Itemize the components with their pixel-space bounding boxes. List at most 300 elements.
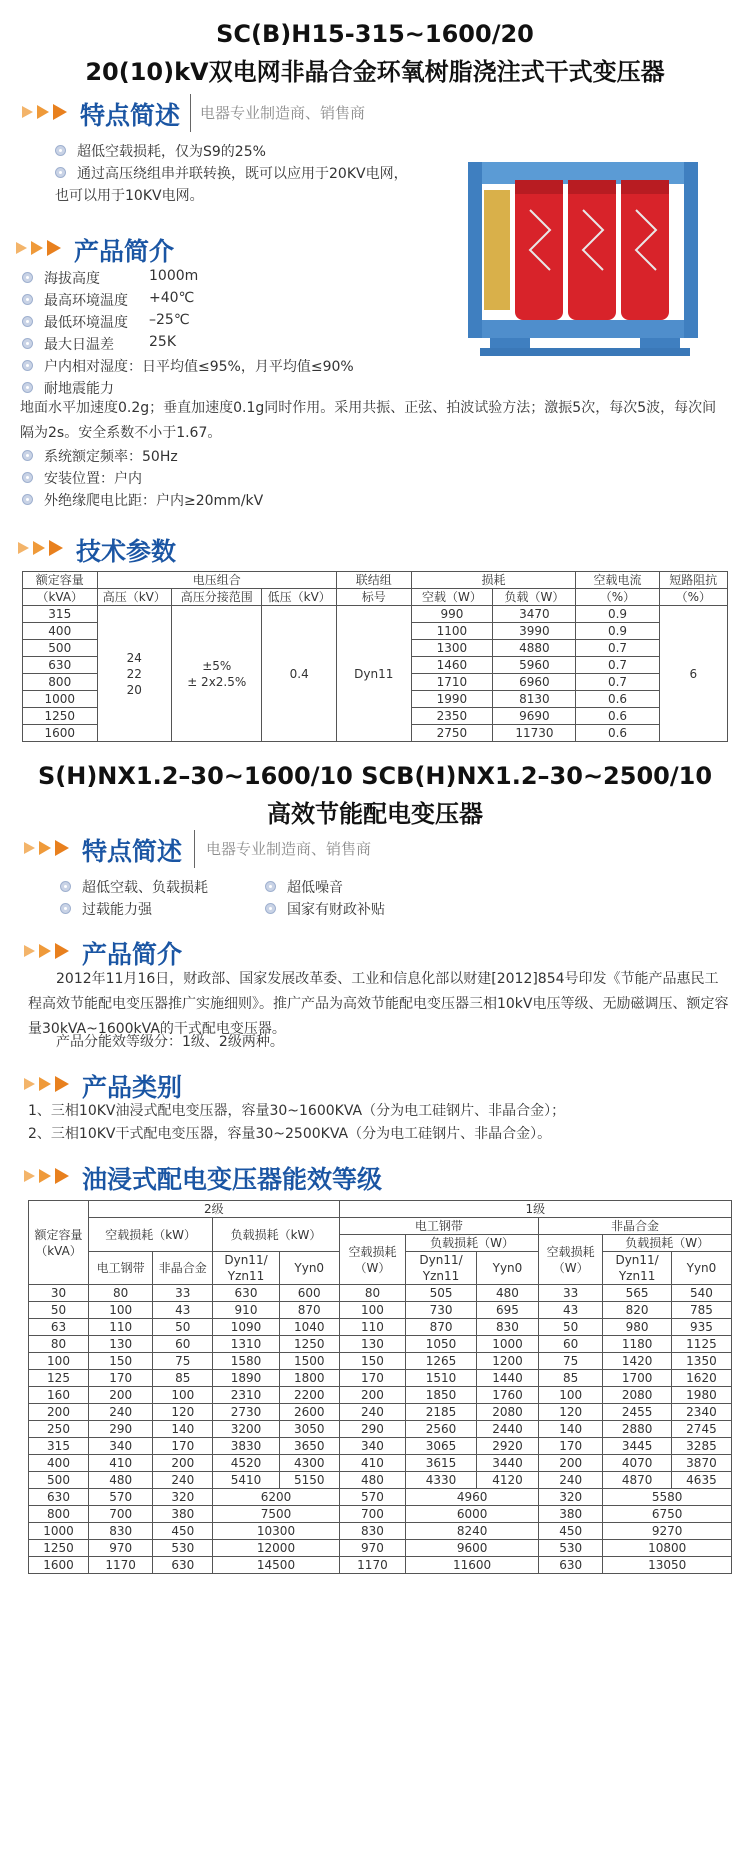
table-cell: 4960 [406, 1489, 539, 1506]
table-cell: 320 [153, 1489, 213, 1506]
th-group2: 标号 [337, 589, 412, 606]
table-cell: 1250 [23, 708, 98, 725]
table-cell: 700 [89, 1506, 153, 1523]
table-cell: 970 [339, 1540, 405, 1557]
table-cell: 1000 [29, 1523, 89, 1540]
th-load-kw: 负载损耗（kW） [213, 1218, 339, 1252]
table-cell: 200 [339, 1387, 405, 1404]
table-cell: 4070 [603, 1455, 672, 1472]
table-cell: 5150 [279, 1472, 339, 1489]
table-cell: 1050 [406, 1336, 477, 1353]
product-model-title-2: S(H)NX1.2–30~1600/10 SCB(H)NX1.2–30~2500/10 [37, 762, 713, 790]
orange-arrows-icon [22, 102, 74, 122]
th-capacity-unit: （kVA） [23, 589, 98, 606]
table-cell: 9600 [406, 1540, 539, 1557]
table-cell: 1800 [279, 1370, 339, 1387]
table-cell: 0.7 [576, 657, 659, 674]
table-cell: 3440 [476, 1455, 538, 1472]
table-cell: 0.9 [576, 623, 659, 640]
table-cell: 3065 [406, 1438, 477, 1455]
orange-arrows-icon [24, 1166, 76, 1186]
table-cell: 3990 [493, 623, 576, 640]
table-cell: 1000 [23, 691, 98, 708]
th-yyn: Yyn0 [279, 1252, 339, 1285]
table-cell: 2080 [603, 1387, 672, 1404]
table-cell: 695 [476, 1302, 538, 1319]
table-cell: 100 [29, 1353, 89, 1370]
bullet-icon [22, 316, 33, 327]
table-cell: 800 [29, 1506, 89, 1523]
intro-paragraph: 2012年11月16日，财政部、国家发展改革委、工业和信息化部以财建[2012]854号印发《节能产品惠民工程高效节能配电变压器推广实施细则》。推广产品为高效节能配电变压器三相10kV电压等级、无励磁调压、额定容量30kVA~1600kVA的干式配电变压器。 [28, 971, 729, 1037]
table-cell: 125 [29, 1370, 89, 1387]
table-cell: 1620 [671, 1370, 731, 1387]
table-cell: 785 [671, 1302, 731, 1319]
th-yyn: Yyn0 [671, 1252, 731, 1285]
table-cell: 700 [339, 1506, 405, 1523]
table-cell: 8130 [493, 691, 576, 708]
table-cell: 4870 [603, 1472, 672, 1489]
table-cell: 1170 [89, 1557, 153, 1574]
table-cell: 870 [279, 1302, 339, 1319]
table-cell: 120 [539, 1404, 603, 1421]
table-cell: 0.6 [576, 725, 659, 742]
table-cell: 730 [406, 1302, 477, 1319]
section-efficiency-header [24, 1160, 524, 1194]
table-cell: 150 [339, 1353, 405, 1370]
th-current-unit: （%） [576, 589, 659, 606]
section-subtitle: 电器专业制造商、销售商 [200, 104, 366, 122]
table-cell: 80 [29, 1336, 89, 1353]
table-cell: 500 [29, 1472, 89, 1489]
table-cell: 8240 [406, 1523, 539, 1540]
orange-arrows-icon [16, 238, 68, 258]
th-noload: 空载（W） [411, 589, 493, 606]
bullet-icon [22, 360, 33, 371]
table-cell: 1420 [603, 1353, 672, 1370]
th-amorph: 非晶合金 [153, 1252, 213, 1285]
table-cell: 2440 [476, 1421, 538, 1438]
bullet-icon [22, 494, 33, 505]
category-item: 1、三相10KV油浸式配电变压器，容量30~1600KVA（分为电工硅钢片、非晶合金）； [28, 1103, 566, 1119]
table-cell: 0.7 [576, 674, 659, 691]
table-cell: 170 [339, 1370, 405, 1387]
table-cell: 50 [153, 1319, 213, 1336]
intro-paragraph-2: 产品分能效等级分：1级、2级两种。 [56, 1034, 284, 1050]
table-cell: 1265 [406, 1353, 477, 1370]
table-cell: 480 [89, 1472, 153, 1489]
table-cell: 2745 [671, 1421, 731, 1438]
table-cell: 830 [476, 1319, 538, 1336]
th-dyn: Dyn11/ Yzn11 [603, 1252, 672, 1285]
th-dyn: Dyn11/ Yzn11 [213, 1252, 279, 1285]
table-cell: 910 [213, 1302, 279, 1319]
lv-cell: 0.4 [262, 606, 337, 742]
table-row [29, 1285, 732, 1302]
table-cell: 11600 [406, 1557, 539, 1574]
table-cell: 75 [153, 1353, 213, 1370]
table-cell: 1500 [279, 1353, 339, 1370]
section-intro-header [24, 935, 324, 969]
table-cell: 540 [671, 1285, 731, 1302]
th-steel: 电工钢带 [89, 1252, 153, 1285]
section-title: 产品类别 [82, 1073, 183, 1102]
th-noload-w: 空载损耗 （W） [339, 1235, 405, 1285]
category-item: 2、三相10KV干式配电变压器，容量30~2500KVA（分为电工硅钢片、非晶合金）。 [28, 1126, 552, 1142]
table-cell: 1760 [476, 1387, 538, 1404]
th-level1: 1级 [339, 1201, 731, 1218]
table-cell: 13050 [603, 1557, 732, 1574]
section-tech-header [18, 532, 318, 566]
product-subtitle: 20(10)kV双电网非晶合金环氧树脂浇注式干式变压器 [85, 58, 665, 86]
table-cell: 50 [29, 1302, 89, 1319]
table-cell: 1850 [406, 1387, 477, 1404]
table-cell: 1890 [213, 1370, 279, 1387]
table-cell: 450 [153, 1523, 213, 1540]
table-cell: 480 [476, 1285, 538, 1302]
table-row [29, 1472, 732, 1489]
table-cell: 570 [89, 1489, 153, 1506]
table-cell: 5960 [493, 657, 576, 674]
table-cell: 400 [29, 1455, 89, 1472]
table-cell: 170 [153, 1438, 213, 1455]
table-cell: 410 [339, 1455, 405, 1472]
table-cell: 240 [539, 1472, 603, 1489]
orange-arrows-icon [24, 838, 76, 858]
table-cell: 1100 [411, 623, 493, 640]
bullet-icon [22, 472, 33, 483]
table-cell: 315 [29, 1438, 89, 1455]
table-cell: 530 [153, 1540, 213, 1557]
table-cell: 820 [603, 1302, 672, 1319]
tech-params-table [22, 571, 728, 742]
table-cell: 6960 [493, 674, 576, 691]
table-cell: 505 [406, 1285, 477, 1302]
table-cell: 380 [153, 1506, 213, 1523]
table-cell: 450 [539, 1523, 603, 1540]
table-cell: 3285 [671, 1438, 731, 1455]
table-cell: 200 [153, 1455, 213, 1472]
table-cell: 11730 [493, 725, 576, 742]
table-row [29, 1489, 732, 1506]
th-capacity: 额定容量 [23, 572, 98, 589]
table-row [29, 1404, 732, 1421]
bullet-icon [22, 382, 33, 393]
section-subtitle: 电器专业制造商、销售商 [206, 840, 372, 858]
group-cell: Dyn11 [337, 606, 412, 742]
bullet-icon [60, 903, 71, 914]
th-lv: 低压（kV） [262, 589, 337, 606]
section-title: 产品简介 [82, 940, 183, 969]
table-cell: 250 [29, 1421, 89, 1438]
table-cell: 4330 [406, 1472, 477, 1489]
table-cell: 5580 [603, 1489, 732, 1506]
table-cell: 3445 [603, 1438, 672, 1455]
table-cell: 1700 [603, 1370, 672, 1387]
table-cell: 160 [29, 1387, 89, 1404]
table-cell: 12000 [213, 1540, 339, 1557]
table-cell: 2350 [411, 708, 493, 725]
table-cell: 935 [671, 1319, 731, 1336]
table-cell: 1180 [603, 1336, 672, 1353]
table-row [29, 1421, 732, 1438]
table-cell: 80 [339, 1285, 405, 1302]
table-cell: 2185 [406, 1404, 477, 1421]
table-cell: 2200 [279, 1387, 339, 1404]
table-cell: 3470 [493, 606, 576, 623]
table-cell: 630 [23, 657, 98, 674]
section-intro-header [16, 232, 316, 266]
bullet-icon [55, 167, 66, 178]
table-cell: 1300 [411, 640, 493, 657]
table-cell: 1250 [279, 1336, 339, 1353]
table-cell: 43 [153, 1302, 213, 1319]
table-cell: 1350 [671, 1353, 731, 1370]
table-cell: 6000 [406, 1506, 539, 1523]
table-cell: 63 [29, 1319, 89, 1336]
table-cell: 2750 [411, 725, 493, 742]
section-title: 技术参数 [76, 537, 177, 566]
table-cell: 6750 [603, 1506, 732, 1523]
table-cell: 4520 [213, 1455, 279, 1472]
table-cell: 2310 [213, 1387, 279, 1404]
table-cell: 170 [539, 1438, 603, 1455]
table-row [29, 1540, 732, 1557]
bullet-icon [22, 338, 33, 349]
table-cell: 630 [29, 1489, 89, 1506]
table-cell: 1510 [406, 1370, 477, 1387]
table-cell: 1250 [29, 1540, 89, 1557]
table-cell: 33 [539, 1285, 603, 1302]
efficiency-table [28, 1200, 732, 1574]
table-cell: 60 [153, 1336, 213, 1353]
table-row [29, 1506, 732, 1523]
table-row [29, 1353, 732, 1370]
table-cell: 1310 [213, 1336, 279, 1353]
orange-arrows-icon [18, 538, 70, 558]
th-voltage: 电压组合 [97, 572, 336, 589]
table-cell: 240 [153, 1472, 213, 1489]
th-level2: 2级 [89, 1201, 340, 1218]
table-cell: 970 [89, 1540, 153, 1557]
table-cell: 1040 [279, 1319, 339, 1336]
table-cell: 30 [29, 1285, 89, 1302]
th-capacity: 额定容量 （kVA） [29, 1201, 89, 1285]
table-cell: 600 [279, 1285, 339, 1302]
table-cell: 4880 [493, 640, 576, 657]
table-cell: 980 [603, 1319, 672, 1336]
th-imp: 短路阻抗 [659, 572, 727, 589]
table-row [29, 1523, 732, 1540]
orange-arrows-icon [24, 941, 76, 961]
table-cell: 200 [29, 1404, 89, 1421]
table-row [29, 1438, 732, 1455]
table-cell: 800 [23, 674, 98, 691]
product-subtitle-2: 高效节能配电变压器 [267, 800, 483, 828]
table-cell: 410 [89, 1455, 153, 1472]
table-cell: 480 [339, 1472, 405, 1489]
bullet-icon [265, 881, 276, 892]
tap-cell: ±5% ± 2x2.5% [172, 606, 262, 742]
table-cell: 7500 [213, 1506, 339, 1523]
table-cell: 1710 [411, 674, 493, 691]
th-current: 空载电流 [576, 572, 659, 589]
table-cell: 6200 [213, 1489, 339, 1506]
section-category-header [24, 1068, 324, 1102]
section-title: 产品简介 [74, 237, 175, 266]
table-row [29, 1455, 732, 1472]
table-row [29, 1336, 732, 1353]
table-cell: 400 [23, 623, 98, 640]
bullet-icon [60, 881, 71, 892]
section-title: 特点简述 [82, 837, 183, 866]
table-cell: 3650 [279, 1438, 339, 1455]
table-cell: 2730 [213, 1404, 279, 1421]
table-cell: 100 [539, 1387, 603, 1404]
divider [194, 830, 195, 868]
table-cell: 2560 [406, 1421, 477, 1438]
table-cell: 830 [339, 1523, 405, 1540]
table-cell: 290 [89, 1421, 153, 1438]
table-cell: 2920 [476, 1438, 538, 1455]
th-load: 负载（W） [493, 589, 576, 606]
table-cell: 1600 [29, 1557, 89, 1574]
th-load-w: 负载损耗（W） [603, 1235, 732, 1252]
th-loss: 损耗 [411, 572, 576, 589]
table-cell: 110 [339, 1319, 405, 1336]
table-cell: 140 [153, 1421, 213, 1438]
th-hv: 高压（kV） [97, 589, 172, 606]
section-title: 油浸式配电变压器能效等级 [82, 1165, 383, 1194]
table-cell: 630 [153, 1557, 213, 1574]
table-cell: 170 [89, 1370, 153, 1387]
table-cell: 2600 [279, 1404, 339, 1421]
table-cell: 0.7 [576, 640, 659, 657]
table-cell: 1600 [23, 725, 98, 742]
table-cell: 290 [339, 1421, 405, 1438]
table-cell: 140 [539, 1421, 603, 1438]
table-cell: 33 [153, 1285, 213, 1302]
table-cell: 100 [89, 1302, 153, 1319]
table-row [23, 606, 728, 623]
table-cell: 2340 [671, 1404, 731, 1421]
table-row [29, 1557, 732, 1574]
table-cell: 50 [539, 1319, 603, 1336]
th-noload-kw: 空载损耗（kW） [89, 1218, 213, 1252]
table-cell: 10300 [213, 1523, 339, 1540]
table-cell: 100 [339, 1302, 405, 1319]
table-cell: 380 [539, 1506, 603, 1523]
table-cell: 340 [339, 1438, 405, 1455]
table-cell: 1440 [476, 1370, 538, 1387]
section-title: 特点简述 [80, 101, 181, 130]
table-cell: 2080 [476, 1404, 538, 1421]
table-cell: 1460 [411, 657, 493, 674]
table-cell: 1990 [411, 691, 493, 708]
imp-cell: 6 [659, 606, 727, 742]
table-cell: 10800 [603, 1540, 732, 1557]
table-cell: 80 [89, 1285, 153, 1302]
table-cell: 530 [539, 1540, 603, 1557]
th-steel: 电工钢带 [339, 1218, 538, 1235]
table-cell: 3615 [406, 1455, 477, 1472]
table-cell: 4120 [476, 1472, 538, 1489]
table-cell: 500 [23, 640, 98, 657]
th-yyn: Yyn0 [476, 1252, 538, 1285]
table-cell: 2880 [603, 1421, 672, 1438]
table-cell: 320 [539, 1489, 603, 1506]
table-cell: 130 [339, 1336, 405, 1353]
table-cell: 570 [339, 1489, 405, 1506]
table-cell: 60 [539, 1336, 603, 1353]
bullet-icon [265, 903, 276, 914]
hv-cell: 24 22 20 [97, 606, 172, 742]
table-cell: 200 [89, 1387, 153, 1404]
table-cell: 3050 [279, 1421, 339, 1438]
section-feature-header [24, 832, 424, 866]
th-noload-w: 空载损耗 （W） [539, 1235, 603, 1285]
table-cell: 14500 [213, 1557, 339, 1574]
th-tap: 高压分接范围 [172, 589, 262, 606]
product-model-title: SC(B)H15-315~1600/20 [216, 20, 534, 48]
table-cell: 630 [539, 1557, 603, 1574]
table-cell: 1090 [213, 1319, 279, 1336]
table-cell: 3200 [213, 1421, 279, 1438]
table-row [29, 1387, 732, 1404]
orange-arrows-icon [24, 1074, 76, 1094]
table-cell: 200 [539, 1455, 603, 1472]
section-feature-header [22, 96, 422, 130]
th-amorph: 非晶合金 [539, 1218, 732, 1235]
quake-description: 地面水平加速度0.2g；垂直加速度0.1g同时作用。采用共振、正弦、拍波试验方法；激振5次，每次5波，每次间隔为2s。安全系数不小于1.67。 [20, 400, 717, 441]
table-cell: 3830 [213, 1438, 279, 1455]
table-cell: 1000 [476, 1336, 538, 1353]
table-row [29, 1319, 732, 1336]
table-row [29, 1370, 732, 1387]
table-cell: 110 [89, 1319, 153, 1336]
table-cell: 1580 [213, 1353, 279, 1370]
table-cell: 5410 [213, 1472, 279, 1489]
table-cell: 85 [539, 1370, 603, 1387]
table-cell: 990 [411, 606, 493, 623]
table-cell: 340 [89, 1438, 153, 1455]
bullet-icon [22, 272, 33, 283]
table-cell: 0.9 [576, 606, 659, 623]
table-cell: 130 [89, 1336, 153, 1353]
table-cell: 870 [406, 1319, 477, 1336]
table-cell: 315 [23, 606, 98, 623]
th-group: 联结组 [337, 572, 412, 589]
table-cell: 43 [539, 1302, 603, 1319]
transformer-image [460, 140, 710, 380]
table-cell: 100 [153, 1387, 213, 1404]
table-cell: 830 [89, 1523, 153, 1540]
divider [190, 94, 191, 132]
table-cell: 3870 [671, 1455, 731, 1472]
th-load-w: 负载损耗（W） [406, 1235, 539, 1252]
table-cell: 120 [153, 1404, 213, 1421]
table-cell: 1980 [671, 1387, 731, 1404]
table-cell: 4635 [671, 1472, 731, 1489]
table-cell: 150 [89, 1353, 153, 1370]
table-cell: 240 [89, 1404, 153, 1421]
table-cell: 565 [603, 1285, 672, 1302]
bullet-icon [55, 145, 66, 156]
table-cell: 4300 [279, 1455, 339, 1472]
bullet-icon [22, 294, 33, 305]
table-cell: 9270 [603, 1523, 732, 1540]
bullet-icon [22, 450, 33, 461]
table-cell: 0.6 [576, 691, 659, 708]
